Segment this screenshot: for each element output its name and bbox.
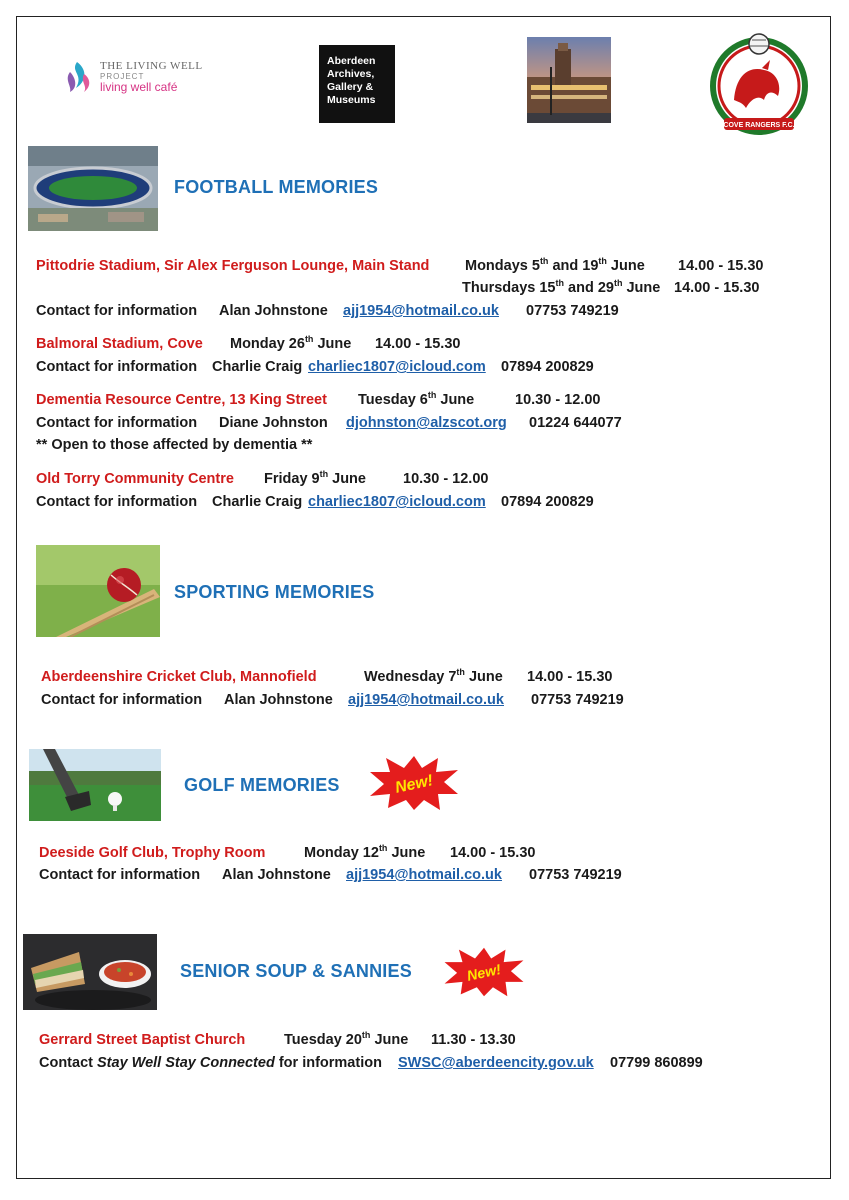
aagm-line: Aberdeen: [327, 55, 376, 67]
golf-photo: [29, 749, 161, 821]
cove-rangers-crest: [706, 30, 812, 138]
stadium-photo: [28, 146, 158, 231]
crest-text: COVE RANGERS F.C.: [723, 122, 795, 129]
cricket-email-link[interactable]: ajj1954@hotmail.co.uk: [348, 692, 504, 708]
balmoral-time: 14.00 - 15.30: [375, 336, 461, 352]
gerrard-date: Tuesday 20th June: [284, 1030, 409, 1048]
pittodrie-time-2: 14.00 - 15.30: [674, 280, 760, 296]
soup-new-text: New!: [465, 961, 503, 985]
pittodrie-contact-name: Alan Johnstone: [219, 303, 328, 319]
living-well-project: PROJECT: [100, 72, 145, 81]
dementia-note: ** Open to those affected by dementia **: [36, 437, 313, 453]
cricket-venue: Aberdeenshire Cricket Club, Mannofield: [41, 669, 317, 685]
cricket-time: 14.00 - 15.30: [527, 669, 613, 685]
living-well-cafe: living well café: [100, 80, 178, 94]
balmoral-email-link[interactable]: charliec1807@icloud.com: [308, 359, 486, 375]
cricket-phone: 07753 749219: [531, 692, 624, 708]
soup-heading: SENIOR SOUP & SANNIES: [180, 961, 412, 981]
balmoral-contact-label: Contact for information: [36, 359, 198, 375]
torry-contact-label: Contact for information: [36, 494, 198, 510]
deeside-date: Monday 12th June: [304, 843, 426, 861]
aagm-line: Gallery &: [327, 81, 374, 93]
pittodrie-date-1: Mondays 5th and 19th June: [465, 256, 645, 274]
golf-new-badge: [368, 754, 460, 812]
golf-new-text: New!: [393, 772, 435, 797]
torry-phone: 07894 200829: [501, 494, 594, 510]
dementia-contact-name: Diane Johnston: [219, 415, 328, 431]
balmoral-phone: 07894 200829: [501, 359, 594, 375]
balmoral-date: Monday 26th June: [230, 334, 352, 352]
deeside-time: 14.00 - 15.30: [450, 845, 536, 861]
pittodrie-email-link[interactable]: ajj1954@hotmail.co.uk: [343, 303, 499, 319]
gerrard-time: 11.30 - 13.30: [431, 1032, 516, 1048]
dementia-date: Tuesday 6th June: [358, 390, 475, 408]
sporting-heading: SPORTING MEMORIES: [174, 582, 375, 602]
torry-contact-name: Charlie Craig: [212, 494, 303, 510]
pittodrie-phone: 07753 749219: [526, 303, 619, 319]
torry-time: 10.30 - 12.00: [403, 471, 489, 487]
deeside-phone: 07753 749219: [529, 867, 622, 883]
balmoral-venue: Balmoral Stadium, Cove: [36, 336, 203, 352]
dementia-contact-label: Contact for information: [36, 415, 198, 431]
cricket-contact-label: Contact for information: [41, 692, 203, 708]
dementia-time: 10.30 - 12.00: [515, 392, 601, 408]
torry-date: Friday 9th June: [264, 469, 366, 487]
pittodrie-date-2: Thursdays 15th and 29th June: [462, 278, 661, 296]
gerrard-venue: Gerrard Street Baptist Church: [39, 1032, 246, 1048]
deeside-venue: Deeside Golf Club, Trophy Room: [39, 845, 266, 861]
aagm-line: Archives,: [327, 68, 375, 80]
cricket-date: Wednesday 7th June: [364, 667, 503, 685]
cricket-contact-name: Alan Johnstone: [224, 692, 333, 708]
dementia-phone: 01224 644077: [529, 415, 622, 431]
soup-new-badge: [438, 946, 530, 998]
living-well-logo: [58, 58, 228, 98]
gerrard-phone: 07799 860899: [610, 1055, 703, 1071]
living-well-title: THE LIVING WELL: [100, 60, 203, 72]
torry-venue: Old Torry Community Centre: [36, 471, 234, 487]
torry-email-link[interactable]: charliec1807@icloud.com: [308, 494, 486, 510]
soup-sandwich-photo: [23, 934, 157, 1010]
deeside-contact-label: Contact for information: [39, 867, 201, 883]
aagm-line: Museums: [327, 94, 376, 106]
deeside-email-link[interactable]: ajj1954@hotmail.co.uk: [346, 867, 502, 883]
aagm-logo: [319, 45, 395, 123]
dementia-email-link[interactable]: djohnston@alzscot.org: [346, 415, 507, 431]
flame-icon: [58, 58, 96, 96]
swsc-name: Stay Well Stay Connected: [97, 1055, 275, 1071]
balmoral-contact-name: Charlie Craig: [212, 359, 303, 375]
deeside-contact-name: Alan Johnstone: [222, 867, 331, 883]
building-photo: [527, 37, 611, 123]
football-heading: FOOTBALL MEMORIES: [174, 177, 379, 197]
golf-heading: GOLF MEMORIES: [184, 775, 340, 795]
pittodrie-venue: Pittodrie Stadium, Sir Alex Ferguson Lounge, Main Stand: [36, 258, 430, 274]
gerrard-email-link[interactable]: SWSC@aberdeencity.gov.uk: [398, 1055, 594, 1071]
pittodrie-contact-label: Contact for information: [36, 303, 198, 319]
gerrard-contact-label: Contact Stay Well Stay Connected for information: [39, 1055, 382, 1071]
cricket-photo: [36, 545, 160, 637]
pittodrie-time-1: 14.00 - 15.30: [678, 258, 764, 274]
dementia-venue: Dementia Resource Centre, 13 King Street: [36, 392, 327, 408]
